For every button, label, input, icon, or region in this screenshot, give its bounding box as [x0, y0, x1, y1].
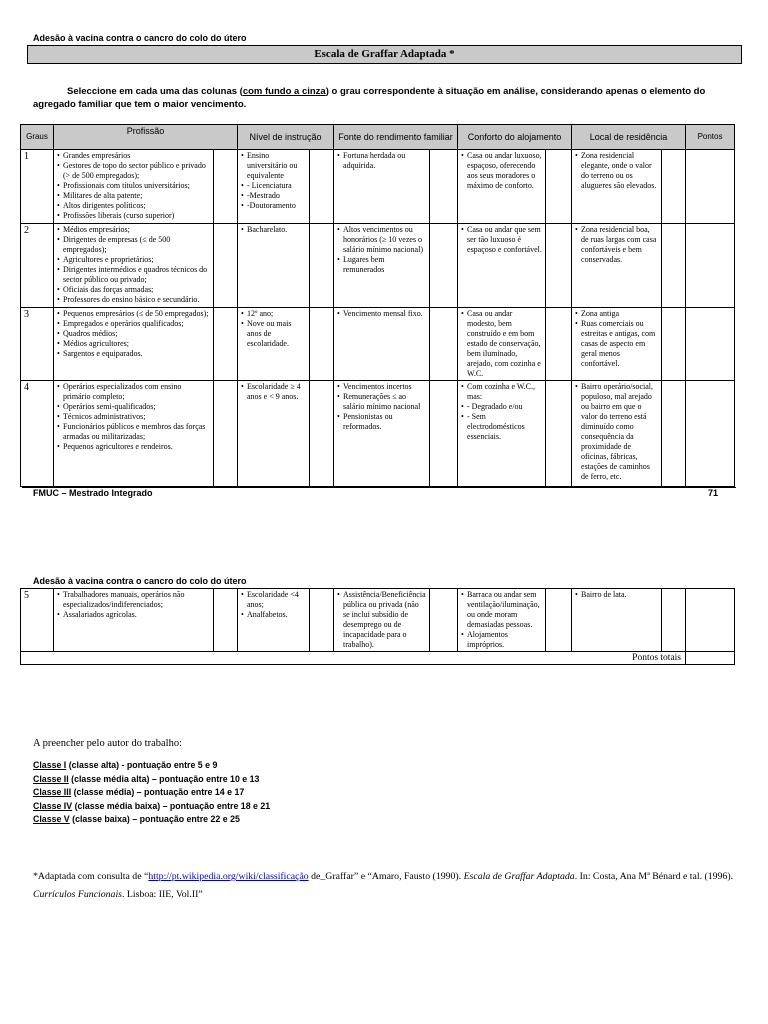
pontos-input-box[interactable] — [686, 150, 735, 224]
pontos-input-box[interactable] — [686, 381, 735, 487]
list-item: • 12º ano; — [241, 309, 306, 319]
class-item — [33, 813, 270, 827]
class-desc: (classe média) – pontuação entre 14 e 17 — [73, 787, 245, 797]
totals-label: Pontos totais — [21, 652, 686, 665]
instructions-text-after: ) o grau correspondente à situação em análise, considerando apenas o elemento do agregado familiar que tem o maior vencimento. — [33, 86, 706, 110]
list-item: • Escolaridade ≥ 4 anos e < 9 anos. — [241, 382, 306, 402]
nivel-select-box[interactable] — [310, 224, 334, 308]
col-profissao: Profissão — [54, 125, 238, 150]
profissao-cell — [54, 150, 214, 224]
local-select-box[interactable] — [662, 589, 686, 652]
list-item: • Agricultores e proprietários; — [57, 255, 210, 265]
class-desc: (classe média baixa) – pontuação entre 18 e 21 — [74, 800, 271, 811]
list-item: • Operários especializados com ensino primário completo; — [57, 382, 210, 402]
scale-title: Escala de Graffar Adaptada * — [27, 45, 742, 64]
class-item — [33, 800, 270, 814]
profissao-select-box[interactable] — [214, 589, 238, 652]
local-select-box[interactable] — [662, 224, 686, 308]
local-list — [575, 382, 658, 482]
list-item: • Ruas comerciais ou estreitas e antigas, com casas de aspecto em geral menos confortável. — [575, 319, 658, 369]
grau-number: 1 — [21, 150, 54, 224]
conforto-select-box[interactable] — [546, 589, 572, 652]
conforto-select-box[interactable] — [546, 224, 572, 308]
nivel-list — [241, 151, 306, 211]
nivel-select-box[interactable] — [310, 308, 334, 381]
list-item: • - Degradado e/ou — [461, 402, 542, 412]
conforto-list — [461, 309, 542, 379]
list-item: • Fortuna herdada ou adquirida. — [337, 151, 426, 171]
class-list — [33, 759, 270, 827]
list-item: • -Mestrado — [241, 191, 306, 201]
note-mid2: . In: Costa, Ana Mª Bénard e tal. (1996). — [574, 871, 734, 882]
list-item: • Bairro operário/social, populoso, mal arejado ou bairro em que o valor do terreno está diminuído como consequência da proximidade de oficinas, fábricas, estações de caminhos de ferro, etc. — [575, 382, 658, 482]
profissao-select-box[interactable] — [214, 308, 238, 381]
fonte-select-box[interactable] — [430, 381, 458, 487]
table-row — [21, 589, 735, 652]
col-fonte: Fonte do rendimento familiar — [334, 125, 458, 150]
class-item — [33, 773, 270, 787]
local-list — [575, 151, 658, 191]
profissao-select-box[interactable] — [214, 381, 238, 487]
list-item: • Remunerações ≤ ao salário mínimo nacional — [337, 392, 426, 412]
class-item — [33, 759, 270, 773]
col-local: Local de residência — [572, 125, 686, 150]
fonte-cell — [334, 381, 430, 487]
conforto-select-box[interactable] — [546, 381, 572, 487]
list-item: • Zona residencial boa, de ruas largas com casa confortáveis e bem conservadas. — [575, 225, 658, 265]
list-item: • - Sem electrodomésticos essenciais. — [461, 412, 542, 442]
conforto-cell — [458, 150, 546, 224]
list-item: • Trabalhadores manuais, operários não especializados/indiferenciados; — [57, 590, 210, 610]
profissao-select-box[interactable] — [214, 224, 238, 308]
conforto-cell — [458, 308, 546, 381]
col-graus: Graus — [21, 125, 54, 150]
list-item: • Zona residencial elegante, onde o valor do terreno ou os alugueres são elevados. — [575, 151, 658, 191]
list-item: • Bacharelato. — [241, 225, 306, 235]
page2-header: Adesão à vacina contra o cancro do colo do útero — [33, 576, 247, 586]
col-nivel: Nível de instrução — [238, 125, 334, 150]
instructions-text: Seleccione em cada uma das colunas ( — [67, 86, 243, 97]
local-select-box[interactable] — [662, 381, 686, 487]
fonte-list — [337, 225, 426, 275]
nivel-select-box[interactable] — [310, 381, 334, 487]
conforto-select-box[interactable] — [546, 308, 572, 381]
nivel-cell — [238, 150, 310, 224]
footer-left: FMUC – Mestrado Integrado — [33, 488, 153, 498]
class-desc: (classe baixa) – pontuação entre 22 e 25 — [72, 814, 240, 824]
local-cell — [572, 589, 662, 652]
profissao-list — [57, 309, 210, 359]
source-link[interactable]: http://pt.wikipedia.org/wiki/classificação — [148, 871, 309, 882]
list-item: • Profissões liberais (curso superior) — [57, 211, 210, 221]
local-cell — [572, 308, 662, 381]
fill-title: A preencher pelo autor do trabalho: — [33, 738, 182, 749]
profissao-list — [57, 590, 210, 620]
class-label: Classe I — [33, 760, 67, 770]
class-label: Classe II — [33, 773, 69, 784]
list-item: • Zona antiga — [575, 309, 658, 319]
fonte-list — [337, 590, 426, 650]
grau-number: 5 — [21, 589, 54, 652]
conforto-list — [461, 382, 542, 442]
list-item: • Pequenos empresários (≤ de 50 empregados); — [57, 309, 210, 319]
list-item: • Funcionários públicos e membros das forças armadas ou militarizadas; — [57, 422, 210, 442]
profissao-list — [57, 151, 210, 221]
grau-number: 2 — [21, 224, 54, 308]
nivel-cell — [238, 308, 310, 381]
note-mid: de_Graffar” e “Amaro, Fausto (1990). — [308, 871, 464, 882]
class-label: Classe V — [33, 814, 70, 824]
totals-row — [21, 652, 735, 665]
list-item: • Sargentos e equiparados. — [57, 349, 210, 359]
grau-number: 3 — [21, 308, 54, 381]
nivel-list — [241, 382, 306, 402]
conforto-cell — [458, 589, 546, 652]
fonte-select-box[interactable] — [430, 150, 458, 224]
nivel-select-box[interactable] — [310, 589, 334, 652]
conforto-select-box[interactable] — [546, 150, 572, 224]
list-item: • Militares de alta patente; — [57, 191, 210, 201]
profissao-cell — [54, 589, 214, 652]
conforto-list — [461, 225, 542, 255]
list-item: • - Licenciatura — [241, 181, 306, 191]
nivel-select-box[interactable] — [310, 150, 334, 224]
list-item: • Lugares bem remunerados — [337, 255, 426, 275]
local-select-box[interactable] — [662, 150, 686, 224]
fonte-list — [337, 151, 426, 171]
class-item — [33, 786, 270, 800]
fonte-cell — [334, 224, 430, 308]
list-item: • Escolaridade <4 anos; — [241, 590, 306, 610]
fonte-cell — [334, 308, 430, 381]
list-item: • Casa ou andar luxuoso, espaçoso, oferecendo aos seus moradores o máximo de conforto. — [461, 151, 542, 191]
conforto-list — [461, 590, 542, 650]
class-desc: (classe alta) - pontuação entre 5 e 9 — [68, 760, 218, 770]
list-item: • Com cozinha e W.C., mas: — [461, 382, 542, 402]
nivel-cell — [238, 224, 310, 308]
table-row — [21, 150, 735, 224]
list-item: • Operários semi-qualificados; — [57, 402, 210, 412]
list-item: • Gestores de topo do sector público e privado (> de 500 empregados); — [57, 161, 210, 181]
note-italic-title: Escala de Graffar Adaptada — [463, 871, 575, 882]
list-item: • Altos dirigentes políticos; — [57, 201, 210, 211]
conforto-cell — [458, 381, 546, 487]
list-item: • Assalariados agrícolas. — [57, 610, 210, 620]
note-prefix: *Adaptada com consulta de “ — [33, 871, 149, 882]
list-item: • Médios agricultores; — [57, 339, 210, 349]
profissao-cell — [54, 381, 214, 487]
conforto-cell — [458, 224, 546, 308]
list-item: • -Doutoramento — [241, 201, 306, 211]
fonte-list — [337, 309, 426, 319]
local-select-box[interactable] — [662, 308, 686, 381]
list-item: • Dirigentes intermédios e quadros técnicos do sector público ou privado; — [57, 265, 210, 285]
table-row — [21, 308, 735, 381]
fonte-select-box[interactable] — [430, 308, 458, 381]
list-item: • Assistência/Beneficiência pública ou privada (não se inclui subsídio de desemprego ou de incapacidade para o trabalho). — [337, 590, 426, 650]
profissao-cell — [54, 224, 214, 308]
graffar-table-continued — [20, 588, 735, 665]
grau-number: 4 — [21, 381, 54, 487]
fonte-list — [337, 382, 426, 432]
profissao-list — [57, 225, 210, 305]
list-item: • Barraca ou andar sem ventilação/iluminação, ou onde moram demasiadas pessoas. — [461, 590, 542, 630]
page-number: 71 — [708, 488, 719, 498]
list-item: • Casa ou andar modesto, bem construído e em bom estado de conservação, bem iluminado, arejado, com cozinha e W.C. — [461, 309, 542, 379]
class-desc: (classe média alta) – pontuação entre 10 e 13 — [71, 773, 260, 784]
list-item: • Pequenos agricultores e rendeiros. — [57, 442, 210, 452]
list-item: • Técnicos administrativos; — [57, 412, 210, 422]
profissao-select-box[interactable] — [214, 150, 238, 224]
local-list — [575, 225, 658, 265]
pontos-input-box[interactable] — [686, 589, 735, 652]
nivel-list — [241, 225, 306, 235]
conforto-list — [461, 151, 542, 191]
graffar-table — [20, 124, 735, 487]
list-item: • Altos vencimentos ou honorários (≥ 10 vezes o salário mínimo nacional) — [337, 225, 426, 255]
note-suffix: . Lisboa: IIE, Vol.II” — [122, 889, 203, 900]
totals-input-box[interactable] — [686, 652, 735, 665]
nivel-list — [241, 309, 306, 349]
list-item: • Dirigentes de empresas (≤ de 500 empregados); — [57, 235, 210, 255]
class-label: Classe IV — [33, 800, 73, 811]
profissao-list — [57, 382, 210, 452]
col-pontos: Pontos — [686, 125, 735, 150]
instructions — [33, 85, 738, 111]
note-italic-book: Currículos Funcionais — [33, 889, 122, 900]
list-item: • Alojamentos impróprios. — [461, 630, 542, 650]
list-item: • Analfabetos. — [241, 610, 306, 620]
fonte-cell — [334, 150, 430, 224]
list-item: • Vencimento mensal fixo. — [337, 309, 426, 319]
table-row — [21, 381, 735, 487]
list-item: • Professores do ensino básico e secundário. — [57, 295, 210, 305]
nivel-list — [241, 590, 306, 620]
pontos-input-box[interactable] — [686, 224, 735, 308]
table-header-row — [21, 125, 735, 150]
local-cell — [572, 224, 662, 308]
fonte-select-box[interactable] — [430, 589, 458, 652]
local-cell — [572, 381, 662, 487]
list-item: • Pensionistas ou reformados. — [337, 412, 426, 432]
nivel-cell — [238, 381, 310, 487]
list-item: • Grandes empresários — [57, 151, 210, 161]
fonte-select-box[interactable] — [430, 224, 458, 308]
profissao-cell — [54, 308, 214, 381]
pontos-input-box[interactable] — [686, 308, 735, 381]
list-item: • Quadros médios; — [57, 329, 210, 339]
list-item: • Oficiais das forças armadas; — [57, 285, 210, 295]
list-item: • Médios empresários; — [57, 225, 210, 235]
instructions-underlined: com fundo a cinza — [242, 86, 326, 97]
local-list — [575, 309, 658, 369]
source-note — [33, 868, 738, 904]
local-cell — [572, 150, 662, 224]
table-row — [21, 224, 735, 308]
list-item: • Empregados e operários qualificados; — [57, 319, 210, 329]
fonte-cell — [334, 589, 430, 652]
list-item: • Ensino universitário ou equivalente — [241, 151, 306, 181]
list-item: • Profissionais com títulos universitários; — [57, 181, 210, 191]
page-header: Adesão à vacina contra o cancro do colo do útero — [33, 33, 247, 43]
list-item: • Vencimentos incertos — [337, 382, 426, 392]
nivel-cell — [238, 589, 310, 652]
list-item: • Nove ou mais anos de escolaridade. — [241, 319, 306, 349]
col-conforto: Conforto do alojamento — [458, 125, 572, 150]
class-label: Classe III — [33, 787, 72, 797]
list-item: • Casa ou andar que sem ser tão luxuoso é espaçoso e confortável. — [461, 225, 542, 255]
local-list — [575, 590, 658, 600]
list-item: • Bairro de lata. — [575, 590, 658, 600]
